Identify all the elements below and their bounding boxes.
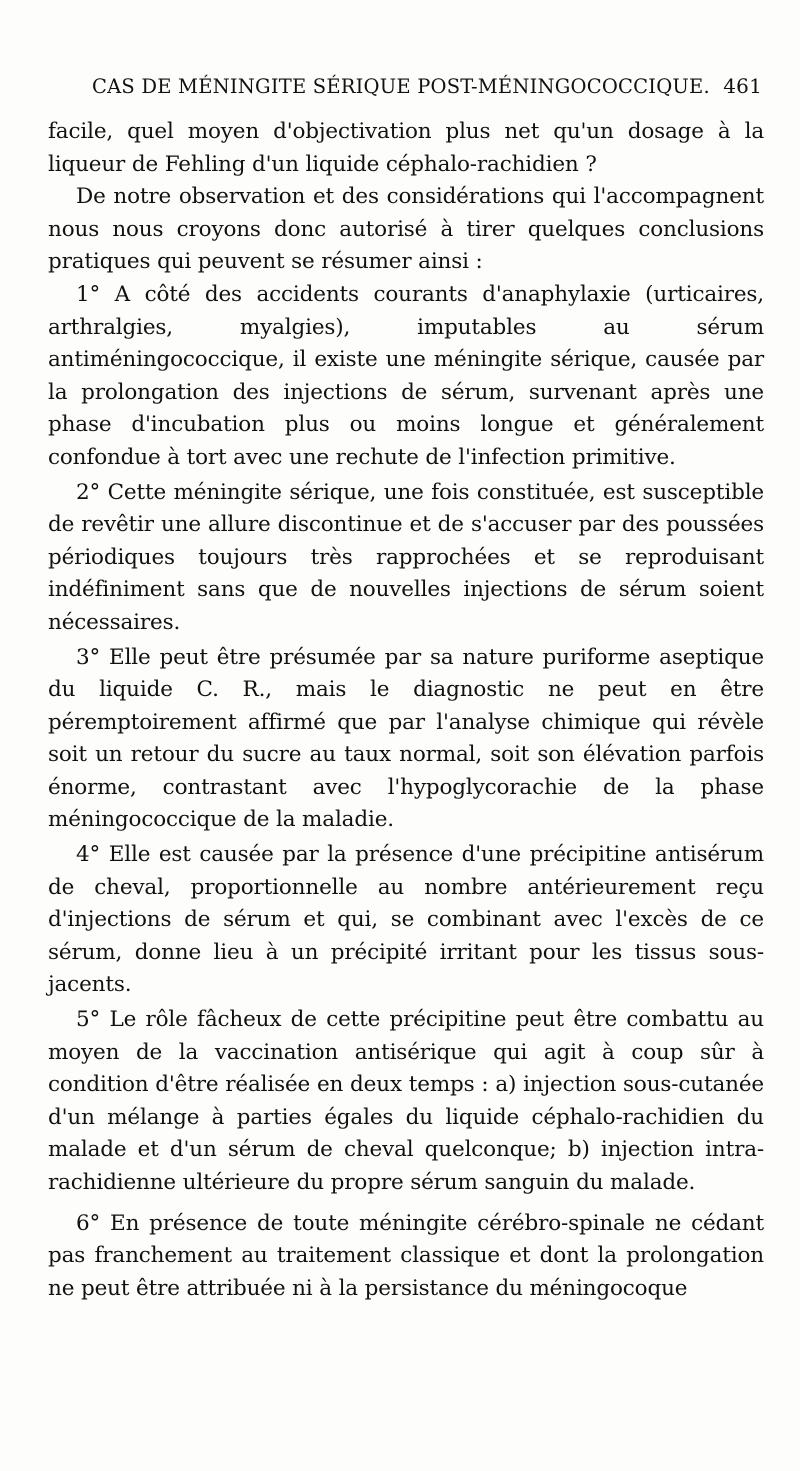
paragraph-conclusion-4: 4° Elle est causée par la présence d'une précipitine antisérum de cheval, proportionnelle au nombre antérieurement reçu d'injections de sérum et qui, se combinant avec l'excès de ce sérum, donne lieu à un précipité irritant pour les tissus sous-jacents. <box>48 842 764 998</box>
running-title: CAS DE MÉNINGITE SÉRIQUE POST-MÉNINGOCOCCIQUE. <box>92 75 710 98</box>
paragraph-intro-conclusions: De notre observation et des considérations qui l'accompagnent nous nous croyons donc autorisé à tirer quelques conclusions pratiques qui peuvent se résumer ainsi : <box>48 184 764 275</box>
paragraph-continuation: facile, quel moyen d'objectivation plus net qu'un dosage à la liqueur de Fehling d'un liquide céphalo-rachidien ? <box>48 119 764 177</box>
paragraph-conclusion-6: 6° En présence de toute méningite cérébro-spinale ne cédant pas franchement au traitement classique et dont la prolongation ne peut être attribuée ni à la persistance du méningocoque <box>48 1210 764 1301</box>
paragraph-conclusion-2: 2° Cette méningite sérique, une fois constituée, est susceptible de revêtir une allure discontinue et de s'accuser par des poussées périodiques toujours très rapprochées et se reproduisant indéfiniment sans que de nouvelles injections de sérum soient nécessaires. <box>48 479 764 635</box>
paragraph-conclusion-5: 5° Le rôle fâcheux de cette précipitine peut être combattu au moyen de la vaccination antisérique qui agit à coup sûr à condition d'être réalisée en deux temps : a) injection sous-cutanée d'un mélange à parties égales du liquide céphalo-rachidien du malade et d'un sérum de cheval quelconque; b) injection intra-rachidienne ultérieure du propre sérum sanguin du malade. <box>48 1007 764 1195</box>
paragraph-conclusion-3: 3° Elle peut être présumée par sa nature puriforme aseptique du liquide C. R., mais le diagnostic ne peut en être péremptoirement affirmé que par l'analyse chimique qui révèle soit un retour du sucre au taux normal, soit son élévation parfois énorme, contrastant avec l'hypoglycorachie de la phase méningococcique de la maladie. <box>48 644 764 833</box>
running-header <box>92 74 762 108</box>
paragraph-conclusion-1: 1° A côté des accidents courants d'anaphylaxie (urticaires, arthralgies, myalgies), imputables au sérum antiméningococcique, il existe une méningite sérique, causée par la prolongation des injections de sérum, survenant après une phase d'incubation plus ou moins longue et généralement confondue à tort avec une rechute de l'infection primitive. <box>48 281 764 470</box>
page-number: 461 <box>723 74 762 98</box>
body-text <box>48 116 764 1305</box>
